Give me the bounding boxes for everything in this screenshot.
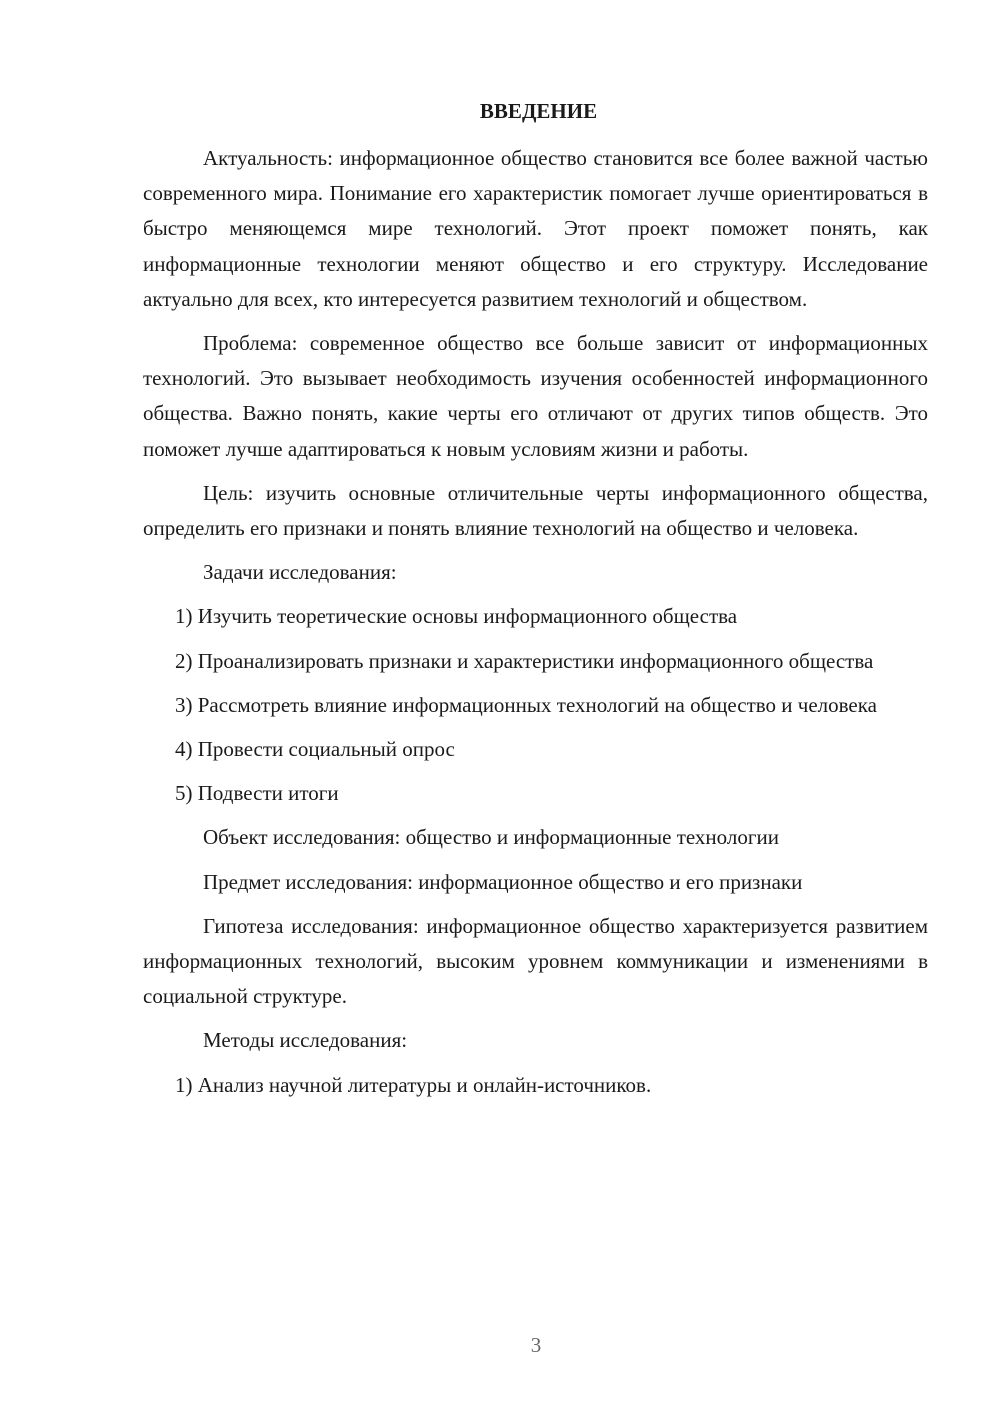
page-title: ВВЕДЕНИЕ — [479, 99, 598, 123]
task-item-2: 2) Проанализировать признаки и характеристики информационного общества — [175, 648, 874, 673]
research-object: Объект исследования: общество и информационные технологии — [203, 825, 779, 850]
task-item-4: 4) Провести социальный опрос — [175, 737, 455, 762]
paragraph-goal: Цель: изучить основные отличительные черты информационного общества, определить его признаки и понять влияние технологий на общество и человека. — [143, 480, 928, 541]
paragraph-relevance: Актуальность: информационное общество становится все более важной частью современного мира. Понимание его характеристик помогает лучше ориентироваться в быстро меняющемся мире технологий. Этот проект поможет понять, как информационные технологии меняют общество и его структуру. Исследование актуально для всех, кто интересуется развитием технологий и обществом. — [143, 146, 928, 311]
research-hypothesis: Гипотеза исследования: информационное общество характеризуется развитием информационных технологий, высоким уровнем коммуникации и изменениями в социальной структуре. — [143, 913, 928, 1009]
task-item-1: 1) Изучить теоретические основы информационного общества — [175, 604, 738, 629]
page-number: 3 — [530, 1333, 542, 1357]
method-item-1: 1) Анализ научной литературы и онлайн-источников. — [175, 1072, 652, 1097]
tasks-heading: Задачи исследования: — [203, 560, 397, 585]
paragraph-problem: Проблема: современное общество все больше зависит от информационных технологий. Это вызывает необходимость изучения особенностей информационного общества. Важно понять, какие черты его отличают от других типов обществ. Это поможет лучше адаптироваться к новым условиям жизни и работы. — [143, 331, 928, 461]
task-item-5: 5) Подвести итоги — [175, 781, 339, 806]
task-item-3: 3) Рассмотреть влияние информационных технологий на общество и человека — [175, 692, 877, 717]
methods-heading: Методы исследования: — [203, 1028, 408, 1053]
page-content — [143, 96, 928, 1103]
research-subject: Предмет исследования: информационное общество и его признаки — [203, 869, 803, 894]
